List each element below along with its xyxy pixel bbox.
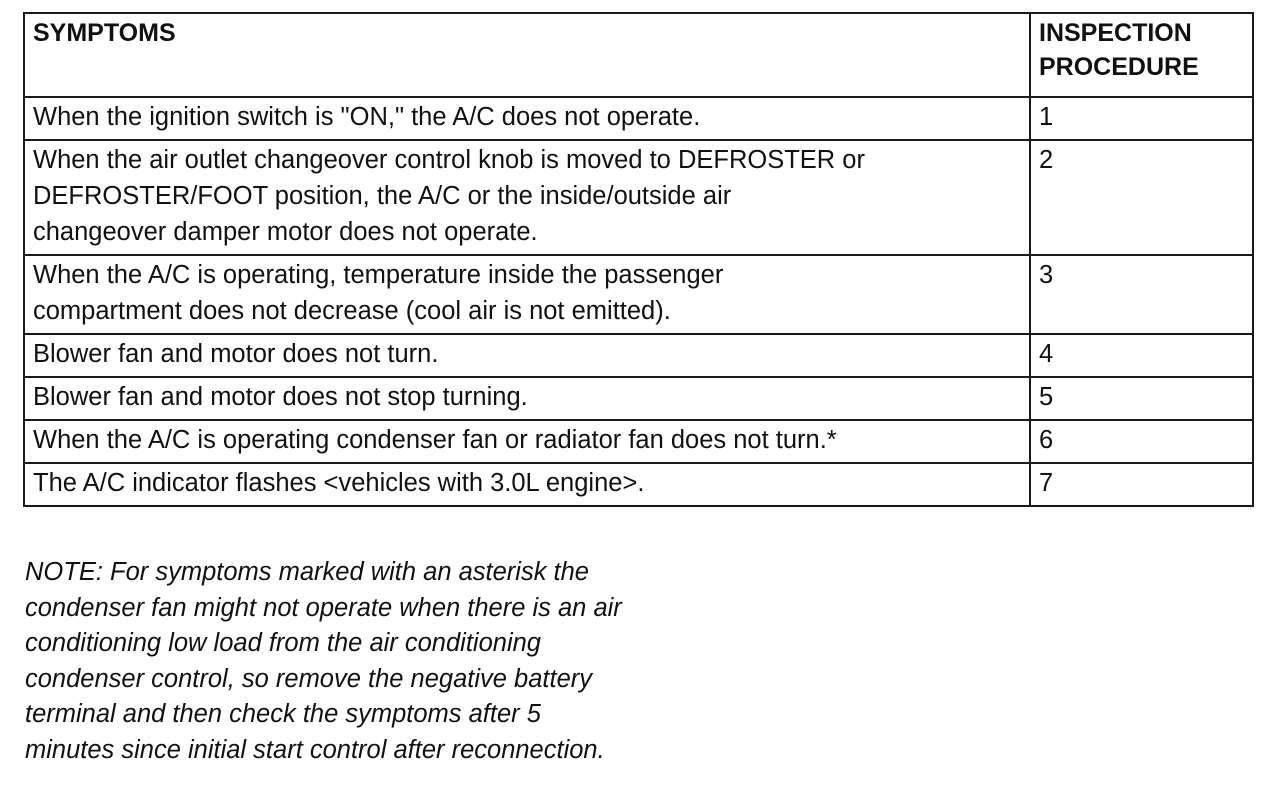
procedure-cell: 7: [1030, 463, 1253, 506]
inspection-procedure-header-line1: INSPECTION: [1039, 19, 1192, 47]
symptom-line: changeover damper motor does not operate.: [33, 218, 538, 246]
table-row: [24, 334, 1253, 377]
note-line: condenser control, so remove the negative battery: [25, 664, 592, 693]
table-row: [24, 420, 1253, 463]
note-line: condenser fan might not operate when there is an air: [25, 593, 622, 622]
procedure-cell: 3: [1030, 255, 1253, 334]
symptom-line: When the A/C is operating, temperature inside the passenger: [33, 261, 724, 289]
symptom-line: Blower fan and motor does not turn.: [33, 340, 439, 368]
table-row: [24, 255, 1253, 334]
symptom-cell: [24, 97, 1030, 140]
symptom-line: The A/C indicator flashes <vehicles with 3.0L engine>.: [33, 469, 645, 497]
inspection-procedure-header: [1030, 13, 1253, 97]
symptom-line: When the air outlet changeover control knob is moved to DEFROSTER or: [33, 146, 865, 174]
symptoms-header: SYMPTOMS: [24, 13, 1030, 97]
procedure-cell: 1: [1030, 97, 1253, 140]
symptom-cell: [24, 140, 1030, 255]
symptom-line: compartment does not decrease (cool air is not emitted).: [33, 297, 671, 325]
symptom-cell: [24, 420, 1030, 463]
procedure-cell: 2: [1030, 140, 1253, 255]
note-line: terminal and then check the symptoms after 5: [25, 700, 541, 728]
symptom-line: When the ignition switch is "ON," the A/C does not operate.: [33, 103, 701, 131]
table-row: [24, 97, 1253, 140]
symptom-cell: [24, 377, 1030, 420]
table-row: [24, 377, 1253, 420]
symptom-line: When the A/C is operating condenser fan or radiator fan does not turn.*: [33, 426, 837, 454]
inspection-procedure-header-line2: PROCEDURE: [1039, 53, 1199, 81]
procedure-cell: 4: [1030, 334, 1253, 377]
symptom-cell: [24, 334, 1030, 377]
symptom-cell: [24, 255, 1030, 334]
symptom-line: Blower fan and motor does not stop turning.: [33, 383, 528, 411]
table-header-row: [24, 13, 1253, 97]
table-row: [24, 140, 1253, 255]
symptom-table: [23, 12, 1254, 507]
procedure-cell: 5: [1030, 377, 1253, 420]
note-line: conditioning low load from the air conditioning: [25, 629, 541, 657]
table-row: [24, 463, 1253, 506]
procedure-cell: 6: [1030, 420, 1253, 463]
asterisk-note: [25, 555, 785, 768]
symptom-line: DEFROSTER/FOOT position, the A/C or the inside/outside air: [33, 182, 732, 210]
note-line: minutes since initial start control after reconnection.: [25, 735, 605, 764]
symptom-cell: [24, 463, 1030, 506]
note-line: NOTE: For symptoms marked with an asterisk the: [25, 558, 589, 586]
